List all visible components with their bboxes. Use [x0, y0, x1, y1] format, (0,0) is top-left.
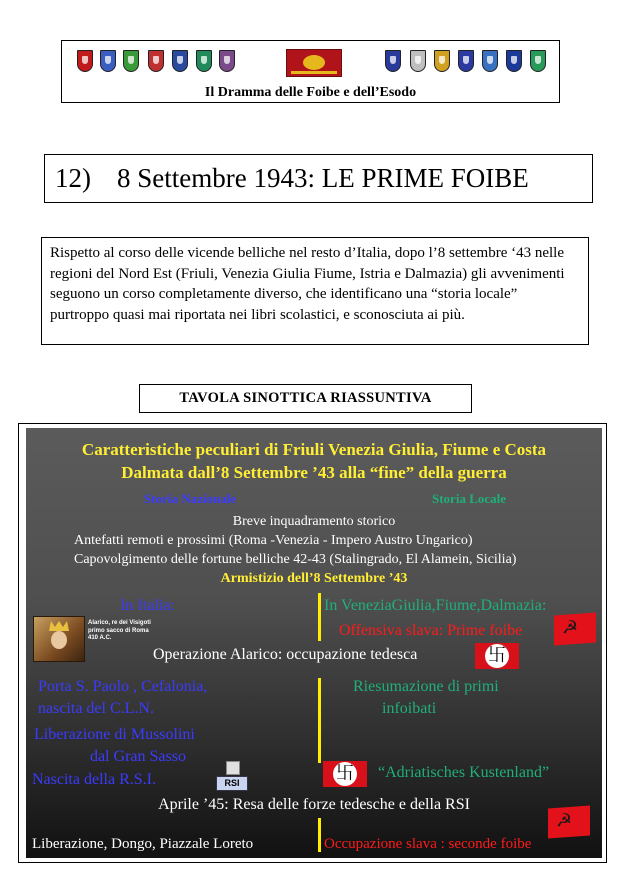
hammer-sickle-icon-2: ☭ — [556, 809, 573, 832]
armistizio-line: Armistizio dell’8 Settembre ’43 — [220, 571, 408, 586]
regional-crest-icon — [482, 50, 498, 72]
synoptic-slide — [26, 428, 602, 858]
aprile-45: Aprile ’45: Resa delle forze tedesche e della RSI — [158, 796, 470, 813]
liberazione-mussolini: Liberazione di Mussolini — [34, 726, 195, 743]
column-national-history: Storia Nazionale — [144, 491, 237, 506]
chapter-title-box — [44, 154, 593, 203]
divider-2 — [318, 678, 321, 763]
chapter-number: 12) — [55, 163, 91, 193]
riesumazione-line2: infoibati — [382, 700, 437, 717]
regional-crest-icon — [123, 50, 139, 72]
rsi-badge — [216, 761, 248, 793]
regional-crest-icon — [434, 50, 450, 72]
nazi-flag-icon-2 — [323, 761, 367, 787]
regional-crest-icon — [410, 50, 426, 72]
occupazione-slava: Occupazione slava : seconde foibe — [324, 836, 532, 852]
adriatisches-kustenland: “Adriatisches Kustenland” — [378, 764, 550, 781]
regional-crest-icon — [77, 50, 93, 72]
nazi-flag-icon — [475, 643, 519, 669]
nascita-rsi: Nascita della R.S.I. — [32, 771, 156, 788]
column-local-history: Storia Locale — [432, 491, 507, 506]
capovolgimento-line: Capovolgimento delle fortune belliche 42-43 (Stalingrado, El Alamein, Sicilia) — [74, 552, 517, 567]
venetian-flag-icon — [286, 49, 342, 77]
synoptic-table-heading: TAVOLA SINOTTICA RIASSUNTIVA — [139, 384, 472, 413]
in-italia-label: In Italia: — [120, 597, 175, 614]
regional-crest-icon — [148, 50, 164, 72]
regional-crest-icon — [530, 50, 546, 72]
slide-title-line1: Caratteristiche peculiari di Friuli Venezia Giulia, Fiume e Costa — [81, 440, 547, 459]
gran-sasso: dal Gran Sasso — [90, 748, 186, 765]
offensiva-slava: Offensiva slava: Prime foibe — [339, 622, 523, 639]
regional-crest-icon — [172, 50, 188, 72]
header-banner — [61, 40, 560, 103]
chapter-title: 8 Settembre 1943: LE PRIME FOIBE — [117, 163, 529, 193]
swastika-icon-2: 卐 — [336, 763, 354, 784]
divider-1 — [318, 593, 321, 641]
regional-crest-icon — [100, 50, 116, 72]
regional-crest-icon — [458, 50, 474, 72]
slide-title-line2: Dalmata dall’8 Settembre ’43 alla “fine” della guerra — [121, 463, 507, 482]
riesumazione-line1: Riesumazione di primi — [353, 678, 499, 695]
swastika-icon: 卐 — [488, 645, 506, 666]
porta-san-paolo: Porta S. Paolo , Cefalonia, — [38, 678, 208, 695]
liberazione-dongo: Liberazione, Dongo, Piazzale Loreto — [32, 836, 254, 852]
in-venezia-label: In VeneziaGiulia,Fiume,Dalmazia: — [324, 597, 547, 614]
rsi-label: RSI — [216, 776, 248, 791]
regional-crest-icon — [385, 50, 401, 72]
breve-inquadramento: Breve inquadramento storico — [232, 514, 396, 529]
operazione-alarico: Operazione Alarico: occupazione tedesca — [153, 646, 418, 663]
regional-crest-icon — [196, 50, 212, 72]
nascita-cln: nascita del C.L.N. — [38, 700, 154, 717]
hammer-sickle-icon: ☭ — [562, 616, 579, 639]
soviet-flag-icon — [554, 613, 596, 646]
document-icon — [226, 761, 240, 775]
soviet-flag-icon-2 — [548, 806, 590, 839]
intro-paragraph: Rispetto al corso delle vicende belliche nel resto d’Italia, dopo l’8 settembre ‘43 nelle regioni del Nord Est (Friuli, Venezia Giulia Fiume, Istria e Dalmazia) gli avvenimenti seguono un corso completamente diverso, che identificano una “storia locale” purtroppo quasi mai riportata nei libri scolastici, e sconosciuta ai più. — [41, 237, 589, 345]
alaric-caption: Alarico, re dei Visigoti primo sacco di Roma 410 A.C. — [88, 620, 151, 641]
divider-3 — [318, 818, 321, 852]
header-title: Il Dramma delle Foibe e dell’Esodo — [204, 85, 417, 100]
alaric-portrait-icon — [33, 616, 85, 662]
regional-crest-icon — [506, 50, 522, 72]
antefatti-line: Antefatti remoti e prossimi (Roma -Venezia - Impero Austro Ungarico) — [74, 533, 473, 548]
regional-crest-icon — [219, 50, 235, 72]
